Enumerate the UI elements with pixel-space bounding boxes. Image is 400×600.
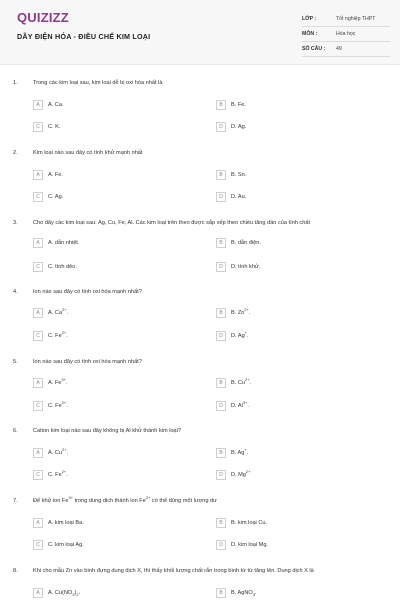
meta-row-class (302, 12, 390, 27)
question-text: Cho dãy các kim loại sau: Ag, Cu, Fe, Al. Các kim loại trên theo được sắp xếp theo chiều tăng dần của tính chất (33, 220, 310, 226)
option-text: D. Ag+. (231, 330, 249, 339)
option-text: A. $Fe^{3+}$. (48, 377, 68, 386)
option-letter-box: A (33, 448, 43, 458)
option-letter-box: C (33, 262, 43, 272)
option-text: C. kim loại Ag. (48, 542, 84, 548)
question-text: Khi cho mẫu Zn vào bình đựng dung dịch X, thì thấy khối lượng chất rắn trong bình từ từ tăng lên. Dung dịch X là (33, 568, 314, 574)
option-text: A. $Cu^{2+}$. (48, 447, 69, 456)
option-text: D. $Mg^{2+}$ (231, 469, 251, 478)
option-text: C. $Fe^{2+}$. (48, 400, 68, 409)
question-text: Cation kim loại nào sau đây không bị Al khử thành kim loại? (33, 428, 182, 434)
quizizz-logo: QUIZIZZ (17, 10, 69, 25)
option-text: B. AgNO$_3$. (231, 590, 257, 598)
question-number: 1. (13, 80, 18, 86)
option-letter-box: D (216, 192, 226, 202)
option-letter-box: C (33, 540, 43, 550)
option-text: A. dẫn nhiệt. (48, 240, 80, 246)
question-number: 2. (13, 150, 18, 156)
option-letter-box: B (216, 238, 226, 248)
option-letter-box: C (33, 192, 43, 202)
option-text: C. $Fe^{2+}$. (48, 330, 68, 339)
option-text: B. $Cu^{2+}$. (231, 377, 252, 386)
meta-label: LỚP : (302, 16, 317, 22)
question-number: 7. (13, 498, 18, 504)
option-letter-box: B (216, 308, 226, 318)
meta-row-count (302, 42, 390, 57)
question-text: Kim loại nào sau đây có tính khử mạnh nhất (33, 150, 143, 156)
option-text: A. Ca. (48, 102, 64, 108)
meta-value: Hóa học (336, 31, 356, 37)
option-letter-box: D (216, 262, 226, 272)
option-text: A. $Cu(NO_3)_2$. (48, 590, 81, 598)
option-letter-box: A (33, 588, 43, 598)
option-letter-box: D (216, 331, 226, 341)
question-text: Ion nào sau đây có tính oxi hóa mạnh nhất? (33, 289, 142, 295)
option-text: A. $Ca^{2+}$. (48, 307, 69, 316)
option-letter-box: C (33, 470, 43, 480)
option-text: A. Fe. (48, 172, 63, 178)
option-letter-box: B (216, 448, 226, 458)
option-text: D. tính khử. (231, 264, 261, 270)
option-letter-box: D (216, 401, 226, 411)
option-letter-box: A (33, 100, 43, 110)
meta-value: 49 (336, 46, 342, 52)
option-letter-box: D (216, 540, 226, 550)
option-text: D. $Al^{3+}$. (231, 400, 249, 409)
option-letter-box: A (33, 378, 43, 388)
question-number: 8. (13, 568, 18, 574)
question-number: 3. (13, 220, 18, 226)
option-text: A. kim loại Ba. (48, 520, 84, 526)
option-letter-box: C (33, 401, 43, 411)
option-text: B. Sn. (231, 172, 247, 178)
option-letter-box: B (216, 378, 226, 388)
question-text: Để khử ion $Fe^{3+}$ trong dung dịch thành ion $Fe^{2+}$ có thể dùng một lượng dư (33, 495, 217, 504)
question-text: Trong các kim loại sau, kim loại dễ bị oxi hóa nhất là (33, 80, 163, 86)
option-text: C. Ag. (48, 194, 64, 200)
option-letter-box: D (216, 470, 226, 480)
page-header (0, 0, 400, 65)
option-text: C. $Fe^{2+}$. (48, 469, 68, 478)
option-letter-box: A (33, 238, 43, 248)
option-letter-box: A (33, 308, 43, 318)
option-text: B. kim loại Cu. (231, 520, 268, 526)
option-letter-box: A (33, 170, 43, 180)
question-number: 6. (13, 428, 18, 434)
option-letter-box: B (216, 588, 226, 598)
option-text: B. dẫn điện. (231, 240, 261, 246)
option-text: B. Fe. (231, 102, 246, 108)
option-letter-box: C (33, 122, 43, 132)
option-letter-box: B (216, 170, 226, 180)
option-letter-box: B (216, 100, 226, 110)
option-text: C. tính dẻo. (48, 264, 77, 270)
option-text: D. Au. (231, 194, 247, 200)
question-number: 4. (13, 289, 18, 295)
question-number: 5. (13, 359, 18, 365)
option-text: B. Ag+. (231, 447, 249, 456)
meta-label: MÔN : (302, 31, 318, 37)
option-text: B. $Zn^{2+}$. (231, 307, 251, 316)
option-text: C. K. (48, 124, 61, 130)
meta-value: Tốt nghiệp THPT (336, 16, 376, 22)
option-letter-box: C (33, 331, 43, 341)
option-letter-box: A (33, 518, 43, 528)
meta-label: SỐ CÂU : (302, 46, 326, 52)
question-text: Ion nào sau đây có tính oxi hóa mạnh nhất? (33, 359, 142, 365)
option-letter-box: D (216, 122, 226, 132)
option-letter-box: B (216, 518, 226, 528)
option-text: D. kim loại Mg. (231, 542, 268, 548)
meta-info (302, 12, 390, 57)
document-title: DÃY ĐIỆN HÓA - ĐIỀU CHẾ KIM LOẠI (17, 32, 151, 41)
meta-row-subject (302, 27, 390, 42)
option-text: D. Ag. (231, 124, 247, 130)
